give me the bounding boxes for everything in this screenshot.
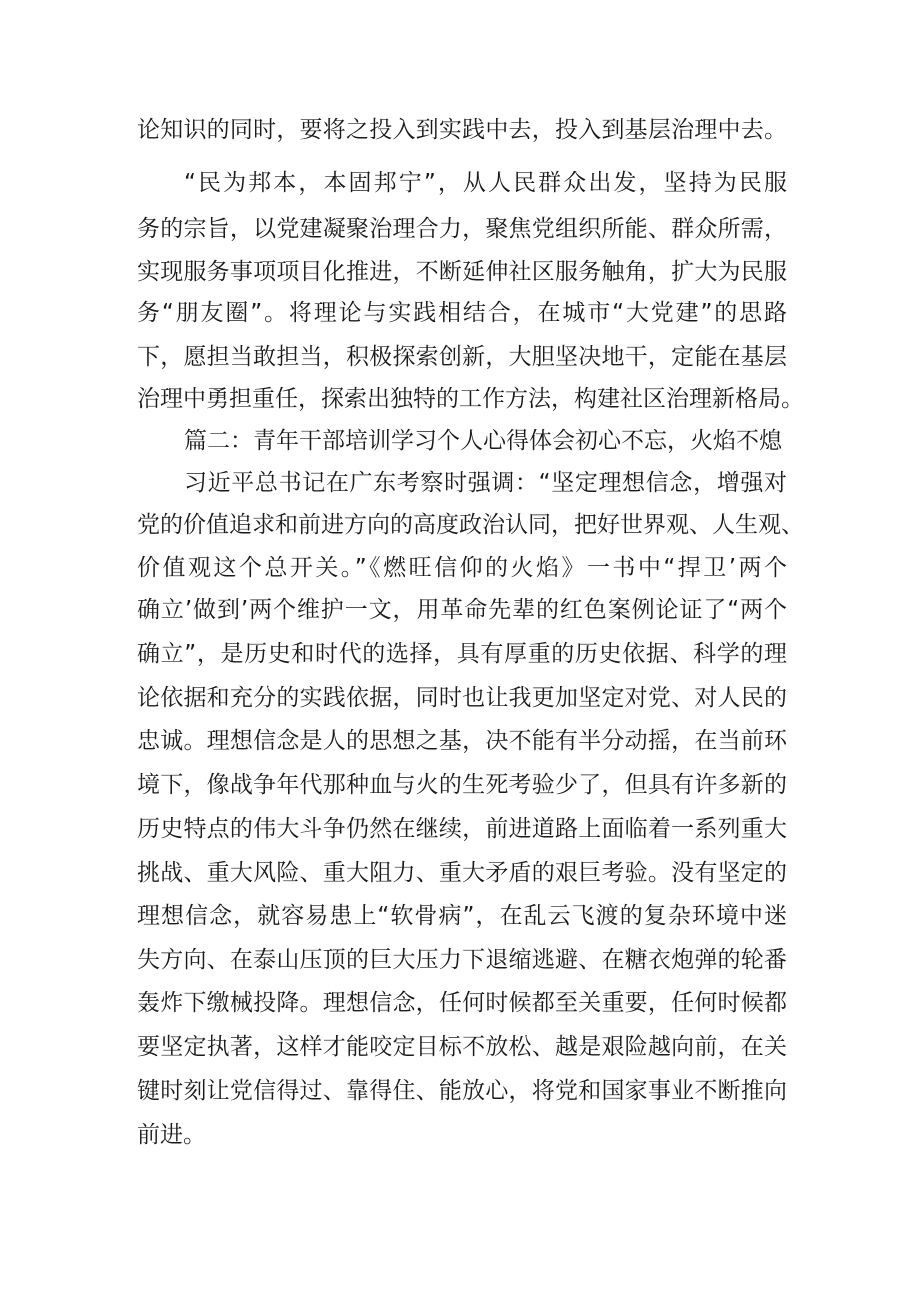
text-line: 失方向、在泰山压顶的巨大压力下退缩逃避、在糖衣炮弹的轮番 xyxy=(137,947,787,973)
text-line: 理想信念，就容易患上“软骨病”，在乱云飞渡的复杂环境中迷 xyxy=(137,903,787,929)
text-line: 务“朋友圈”。将理论与实践相结合，在城市“大党建”的思路 xyxy=(137,300,787,326)
text-line: 务的宗旨，以党建凝聚治理合力，聚焦党组织所能、群众所需， xyxy=(137,216,787,242)
text-line: 实现服务事项项目化推进，不断延伸社区服务触角，扩大为民服 xyxy=(137,259,787,285)
text-line: 论依据和充分的实践依据，同时也让我更加坚定对党、对人民的 xyxy=(137,685,787,711)
section-heading: 篇二：青年干部培训学习个人心得体会初心不忘，火焰不熄 xyxy=(184,428,782,454)
text-line: 挑战、重大风险、重大阻力、重大矛盾的艰巨考验。没有坚定的 xyxy=(137,860,787,886)
text-line: 论知识的同时，要将之投入到实践中去，投入到基层治理中去。 xyxy=(137,117,787,143)
text-line: 前进。 xyxy=(137,1122,206,1148)
text-line: 价值观这个总开关。”《燃旺信仰的火焰》一书中“捍卫’两个 xyxy=(137,555,787,581)
text-line: 下，愿担当敢担当，积极探索创新，大胆坚决地干，定能在基层 xyxy=(137,344,787,370)
text-line: 轰炸下缴械投降。理想信念，任何时候都至关重要，任何时候都 xyxy=(137,990,787,1016)
text-line: 确立”，是历史和时代的选择，具有厚重的历史依据、科学的理 xyxy=(137,641,787,667)
text-line: 确立’做到’两个维护一文，用革命先辈的红色案例论证了“两个 xyxy=(137,597,787,623)
text-line: 治理中勇担重任，探索出独特的工作方法，构建社区治理新格局。 xyxy=(137,386,804,412)
text-line: 党的价值追求和前进方向的高度政治认同，把好世界观、人生观、 xyxy=(137,512,804,538)
text-line: 键时刻让党信得过、靠得住、能放心，将党和国家事业不断推向 xyxy=(137,1078,787,1104)
text-line: 习近平总书记在广东考察时强调：“坚定理想信念，增强对 xyxy=(184,470,787,496)
text-line: 要坚定执著，这样才能咬定目标不放松、越是艰险越向前，在关 xyxy=(137,1034,787,1060)
text-line: 忠诚。理想信念是人的思想之基，决不能有半分动摇，在当前环 xyxy=(137,728,787,754)
text-line: 历史特点的伟大斗争仍然在继续，前进道路上面临着一系列重大 xyxy=(137,816,787,842)
text-line: 境下，像战争年代那种血与火的生死考验少了，但具有许多新的 xyxy=(137,772,787,798)
text-line: “民为邦本，本固邦宁”，从人民群众出发，坚持为民服 xyxy=(184,170,787,196)
